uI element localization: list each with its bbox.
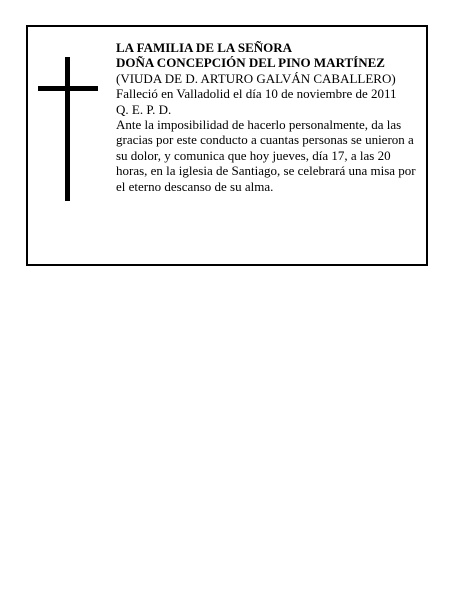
notice-body: Ante la imposibilidad de hacerlo personalmente, da las gracias por este conducto a cuantas personas se unieron a su dolor, y comunica que hoy jueves, día 17, a las 20 horas, en la iglesia de Santiago, se celebrará una misa por el eterno descanso de su alma. — [116, 117, 416, 194]
obituary-notice — [26, 25, 428, 266]
death-date-line: Falleció en Valladolid el día 10 de noviembre de 2011 — [116, 86, 397, 102]
cross-icon — [38, 57, 98, 201]
notice-text — [116, 40, 421, 194]
heading-deceased-name: DOÑA CONCEPCIÓN DEL PINO MARTÍNEZ — [116, 55, 385, 71]
heading-family: LA FAMILIA DE LA SEÑORA — [116, 40, 293, 55]
cross-horizontal-bar — [38, 86, 98, 91]
rip-line: Q. E. P. D. — [116, 101, 172, 117]
widow-of-line: (VIUDA DE D. ARTURO GALVÁN CABALLERO) — [116, 70, 396, 86]
cross-vertical-bar — [65, 57, 70, 201]
